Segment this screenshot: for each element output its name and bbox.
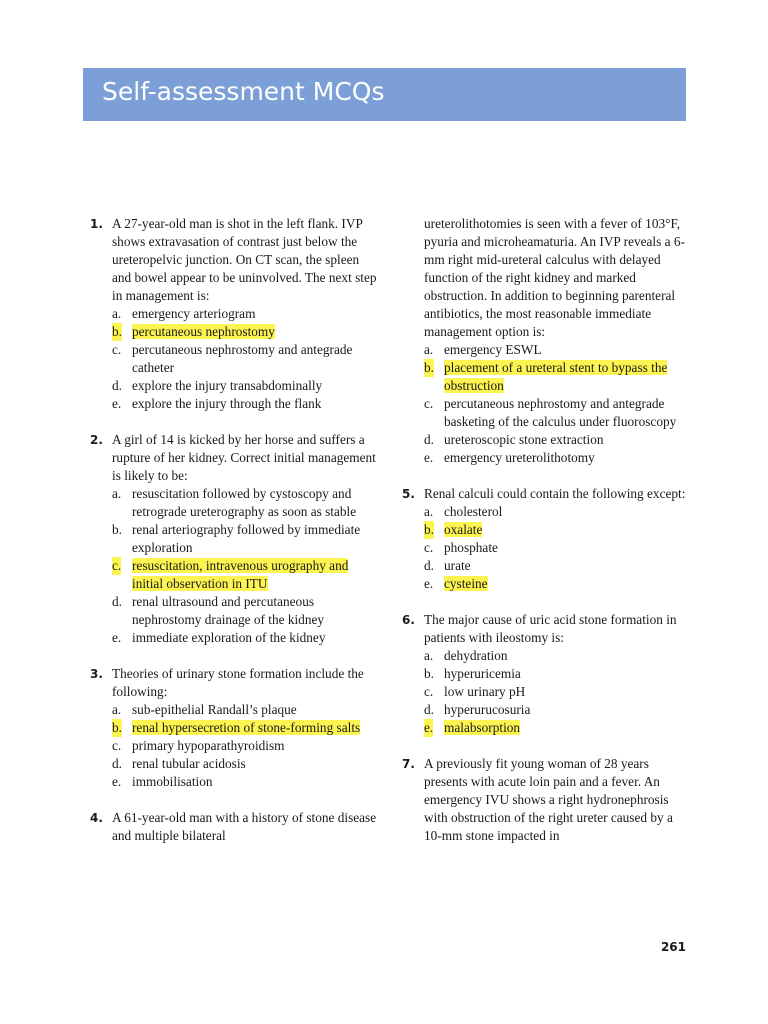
option-b — [112, 521, 380, 557]
question-text-continued: ureterolithotomies is seen with a fever of 103°F, pyuria and microheamaturia. An IVP reveals a 6-mm right mid-ureteral calculus with delayed function of the right kidney and marked obstruction. In addition to beginning parenteral antibiotics, the most reasonable immediate management option is: — [424, 216, 685, 339]
option-b-highlighted — [112, 719, 380, 737]
option-text: percutaneous nephrostomy — [132, 324, 275, 339]
left-column — [90, 215, 380, 863]
question-number: 3. — [90, 667, 103, 681]
option-letter: e. — [112, 630, 122, 645]
option-b-highlighted — [424, 521, 692, 539]
question-number: 1. — [90, 217, 103, 231]
option-b — [424, 665, 692, 683]
option-letter: b. — [424, 522, 434, 537]
option-d — [424, 557, 692, 575]
option-text: phosphate — [444, 540, 498, 555]
option-a — [112, 701, 380, 719]
header-banner — [83, 68, 686, 121]
option-a — [424, 341, 692, 359]
option-e-highlighted — [424, 575, 692, 593]
option-c — [112, 737, 380, 755]
option-text: dehydration — [444, 648, 508, 663]
option-text: renal tubular acidosis — [132, 756, 246, 771]
question-text: Renal calculi could contain the following except: — [424, 486, 686, 501]
question-text: Theories of urinary stone formation include the following: — [112, 666, 364, 699]
option-c — [112, 341, 380, 377]
option-text: renal arteriography followed by immediate exploration — [132, 522, 361, 555]
option-letter: d. — [424, 432, 434, 447]
option-text: emergency arteriogram — [132, 306, 256, 321]
question-5 — [402, 485, 692, 593]
option-text: cholesterol — [444, 504, 503, 519]
question-1 — [90, 215, 380, 413]
question-number: 7. — [402, 757, 415, 771]
option-d — [112, 593, 380, 629]
option-d — [424, 431, 692, 449]
option-text: immediate exploration of the kidney — [132, 630, 326, 645]
option-letter: b. — [424, 360, 434, 375]
option-letter: a. — [424, 342, 434, 357]
option-text: emergency ureterolithotomy — [444, 450, 595, 465]
option-letter: c. — [424, 684, 434, 699]
option-b-highlighted — [112, 323, 380, 341]
option-letter: c. — [424, 396, 434, 411]
option-text: renal ultrasound and percutaneous nephrostomy drainage of the kidney — [132, 594, 325, 627]
option-letter: d. — [112, 594, 122, 609]
question-3 — [90, 665, 380, 791]
option-letter: b. — [424, 666, 434, 681]
page-number: 261 — [660, 940, 686, 954]
option-text: percutaneous nephrostomy and antegrade catheter — [132, 342, 353, 375]
option-d — [112, 377, 380, 395]
page-title: Self-assessment MCQs — [102, 77, 385, 106]
option-letter: c. — [424, 540, 434, 555]
option-letter: e. — [112, 774, 122, 789]
question-text: A previously fit young woman of 28 years presents with acute loin pain and a fever. An emergency IVU shows a right hydronephrosis with obstruction of the right ureter caused by a 10-mm stone impacted in — [424, 756, 673, 843]
option-e — [112, 773, 380, 791]
option-letter: a. — [112, 702, 122, 717]
question-6 — [402, 611, 692, 737]
option-text: urate — [444, 558, 471, 573]
question-number: 2. — [90, 433, 103, 447]
option-letter: c. — [112, 342, 122, 357]
option-text: percutaneous nephrostomy and antegrade basketing of the calculus under fluoroscopy — [444, 396, 677, 429]
right-column — [402, 215, 692, 863]
option-letter: e. — [424, 720, 434, 735]
option-text: resuscitation, intravenous urography and initial observation in ITU — [132, 558, 349, 591]
option-text: explore the injury through the flank — [132, 396, 322, 411]
option-e — [424, 449, 692, 467]
question-4-continued — [402, 215, 692, 467]
question-number: 4. — [90, 811, 103, 825]
option-text: sub-epithelial Randall’s plaque — [132, 702, 297, 717]
option-e-highlighted — [424, 719, 692, 737]
question-text: The major cause of uric acid stone formation in patients with ileostomy is: — [424, 612, 677, 645]
option-text: malabsorption — [444, 720, 521, 735]
option-text: explore the injury transabdominally — [132, 378, 323, 393]
option-b-highlighted — [424, 359, 692, 395]
option-e — [112, 629, 380, 647]
option-letter: d. — [424, 558, 434, 573]
option-c-highlighted — [112, 557, 380, 593]
option-text: cysteine — [444, 576, 488, 591]
question-2 — [90, 431, 380, 647]
question-number: 5. — [402, 487, 415, 501]
option-text: emergency ESWL — [444, 342, 542, 357]
option-d — [112, 755, 380, 773]
option-letter: a. — [112, 306, 122, 321]
option-c — [424, 395, 692, 431]
option-letter: d. — [112, 378, 122, 393]
option-text: ureteroscopic stone extraction — [444, 432, 604, 447]
option-text: renal hypersecretion of stone-forming salts — [132, 720, 361, 735]
option-letter: a. — [424, 648, 434, 663]
option-letter: d. — [424, 702, 434, 717]
option-letter: b. — [112, 522, 122, 537]
question-number: 6. — [402, 613, 415, 627]
question-text: A 27-year-old man is shot in the left flank. IVP shows extravasation of contrast just below the ureteropelvic junction. On CT scan, the spleen and bowel appear to be uninvolved. The next step in management is: — [112, 216, 377, 303]
option-text: oxalate — [444, 522, 483, 537]
option-e — [112, 395, 380, 413]
option-d — [424, 701, 692, 719]
option-a — [424, 503, 692, 521]
option-text: immobilisation — [132, 774, 213, 789]
question-7 — [402, 755, 692, 845]
option-letter: c. — [112, 558, 122, 573]
option-a — [112, 305, 380, 323]
option-letter: e. — [424, 576, 434, 591]
option-c — [424, 539, 692, 557]
option-a — [424, 647, 692, 665]
option-text: hyperurucosuria — [444, 702, 531, 717]
question-text: A 61-year-old man with a history of stone disease and multiple bilateral — [112, 810, 377, 843]
option-letter: a. — [424, 504, 434, 519]
option-letter: a. — [112, 486, 122, 501]
option-letter: b. — [112, 720, 122, 735]
option-text: placement of a ureteral stent to bypass the obstruction — [444, 360, 668, 393]
option-letter: d. — [112, 756, 122, 771]
question-4 — [90, 809, 380, 845]
option-c — [424, 683, 692, 701]
option-letter: c. — [112, 738, 122, 753]
option-text: low urinary pH — [444, 684, 526, 699]
question-text: A girl of 14 is kicked by her horse and suffers a rupture of her kidney. Correct initial management is likely to be: — [112, 432, 376, 483]
option-text: resuscitation followed by cystoscopy and retrograde ureterography as soon as stable — [132, 486, 357, 519]
option-letter: e. — [424, 450, 434, 465]
option-a — [112, 485, 380, 521]
option-text: primary hypoparathyroidism — [132, 738, 285, 753]
option-letter: e. — [112, 396, 122, 411]
option-text: hyperuricemia — [444, 666, 521, 681]
option-letter: b. — [112, 324, 122, 339]
